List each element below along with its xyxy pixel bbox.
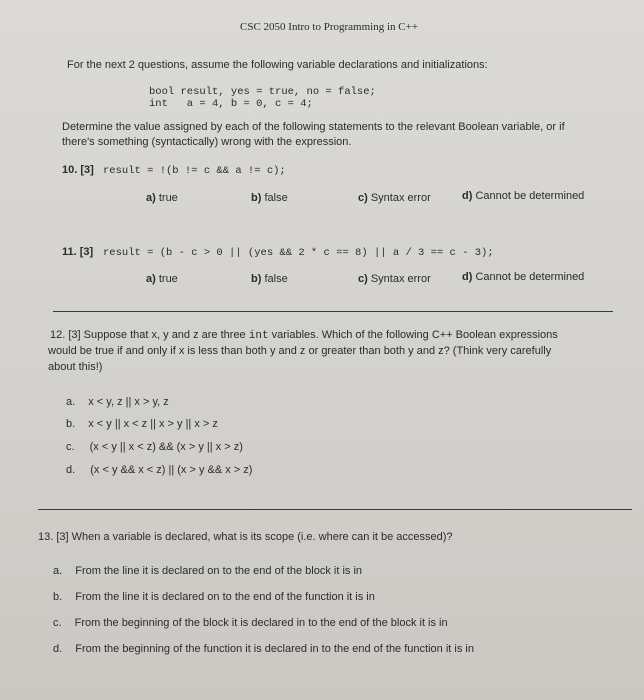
q11-option-c[interactable] (358, 273, 431, 285)
option-label: d) (462, 271, 473, 283)
option-text: From the beginning of the block it is declared in to the end of the block it is in (74, 617, 448, 629)
q11-option-d[interactable] (462, 271, 584, 283)
option-label: b. (53, 591, 63, 603)
option-text: Syntax error (370, 192, 431, 204)
divider-2 (38, 509, 632, 510)
q12-option-d[interactable] (66, 464, 252, 476)
instructions-line-2: there's something (syntactically) wrong with the expression. (62, 136, 352, 148)
declaration-line-2: int a = 4, b = 0, c = 4; (149, 98, 313, 110)
q11-option-a[interactable] (146, 273, 178, 285)
option-label: c. (66, 441, 75, 453)
q13-option-c[interactable] (53, 617, 448, 629)
option-label: d. (66, 464, 76, 476)
q13-option-a[interactable] (53, 565, 362, 577)
option-text: (x < y || x < z) && (x > y || x > z) (89, 441, 243, 453)
q10-option-d[interactable] (462, 190, 584, 202)
q11-number: 11. [3] (62, 246, 94, 258)
option-label: b. (66, 418, 76, 430)
instructions-line-1: Determine the value assigned by each of the following statements to the relevant Boolean variable, or if (62, 121, 565, 133)
option-text: true (158, 192, 178, 204)
option-label: b) (251, 192, 262, 204)
intro-text: For the next 2 questions, assume the following variable declarations and initializations: (67, 59, 488, 71)
q12-text-code: int (248, 330, 269, 342)
q12-option-b[interactable] (66, 418, 218, 430)
option-label: a) (146, 192, 156, 204)
divider-1 (53, 311, 613, 312)
option-text: From the line it is declared on to the end of the block it is in (75, 565, 363, 577)
option-text: false (264, 192, 288, 204)
q11-code: result = (b - c > 0 || (yes && 2 * c == 8) || a / 3 == c - 3); (103, 247, 494, 259)
q12-line-1 (50, 328, 558, 344)
option-label: a. (53, 565, 63, 577)
q12-option-c[interactable] (66, 441, 243, 453)
option-text: Syntax error (370, 273, 431, 285)
q12-text-pre: 12. [3] Suppose that x, y and z are three (50, 329, 246, 341)
q12-line-2: would be true if and only if x is less than both y and z or greater than both y and z? (Think very carefully (48, 345, 552, 357)
course-header: CSC 2050 Intro to Programming in C++ (240, 21, 419, 33)
q13-option-d[interactable] (53, 643, 474, 655)
q10-option-b[interactable] (251, 192, 288, 204)
q10-code: result = !(b != c && a != c); (103, 165, 286, 177)
option-label: d) (462, 190, 473, 202)
q10-option-c[interactable] (358, 192, 431, 204)
option-text: x < y, z || x > y, z (88, 396, 169, 408)
option-label: c) (358, 273, 368, 285)
declaration-line-1: bool result, yes = true, no = false; (149, 86, 376, 98)
q12-option-a[interactable] (66, 396, 169, 408)
q12-text-post: variables. Which of the following C++ Boolean expressions (271, 329, 558, 341)
q13-option-b[interactable] (53, 591, 375, 603)
option-text: Cannot be determined (475, 190, 585, 202)
option-label: b) (251, 273, 262, 285)
option-label: d. (53, 643, 63, 655)
q10-option-a[interactable] (146, 192, 178, 204)
q13-question: 13. [3] When a variable is declared, what is its scope (i.e. where can it be accessed)? (38, 531, 453, 543)
option-text: Cannot be determined (475, 271, 585, 283)
option-label: a. (66, 396, 76, 408)
q12-line-3: about this!) (48, 361, 103, 373)
option-text: x < y || x < z || x > y || x > z (88, 418, 218, 430)
option-label: c. (53, 617, 62, 629)
option-text: true (158, 273, 178, 285)
option-label: a) (146, 273, 156, 285)
option-text: (x < y && x < z) || (x > y && x > z) (90, 464, 253, 476)
option-text: From the beginning of the function it is declared in to the end of the function it is in (75, 643, 474, 655)
q10-number: 10. [3] (62, 164, 94, 176)
q11-option-b[interactable] (251, 273, 288, 285)
option-label: c) (358, 192, 368, 204)
option-text: From the line it is declared on to the end of the function it is in (75, 591, 375, 603)
option-text: false (264, 273, 288, 285)
